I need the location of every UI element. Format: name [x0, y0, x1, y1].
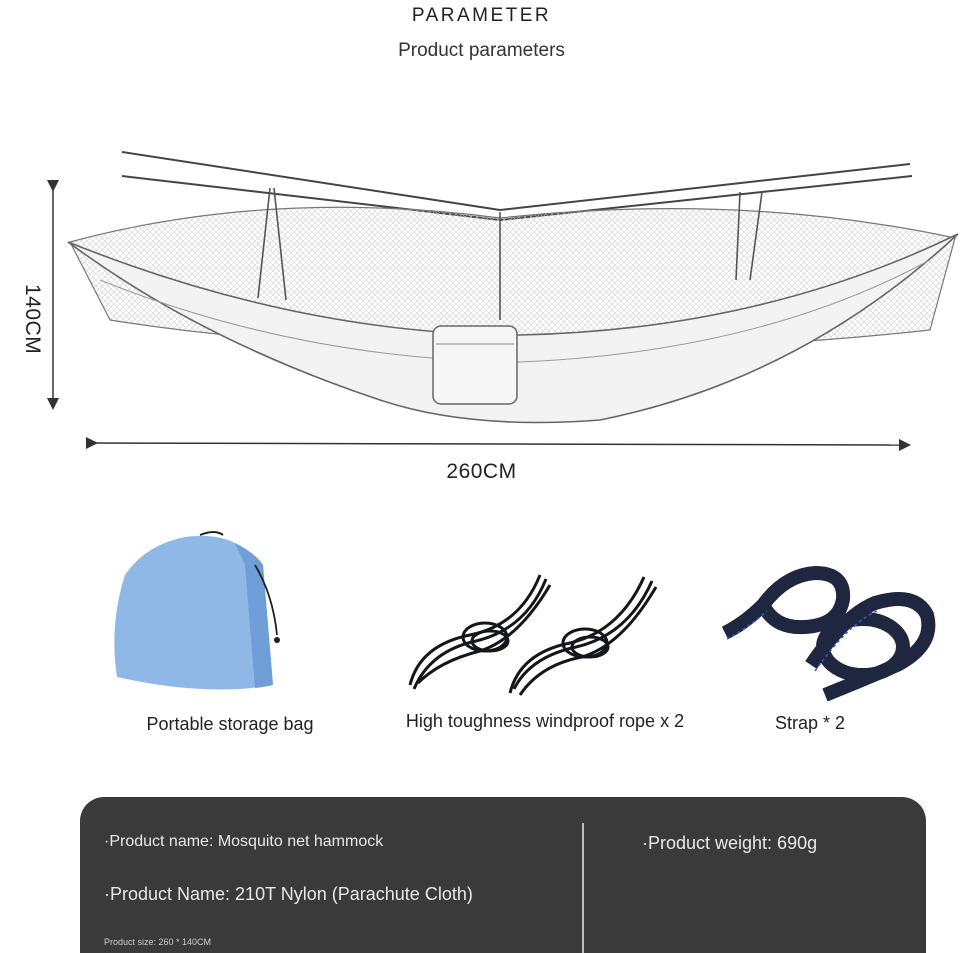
spec-weight: ·Product weight: 690g: [642, 833, 818, 853]
spec-divider: [582, 823, 584, 953]
hammock-pouch: [433, 326, 517, 404]
rope-label: High toughness windproof rope x 2: [405, 711, 685, 731]
strap-label: Strap * 2: [774, 713, 846, 733]
spec-panel: [80, 797, 926, 953]
width-dimension-arrow: [92, 443, 905, 445]
hammock-illustration: [0, 130, 963, 490]
ridge-line: [122, 152, 912, 220]
height-dimension-label: 140CM: [21, 284, 44, 355]
storage-bag-icon: [105, 525, 295, 700]
page-subtitle: Product parameters: [398, 40, 565, 61]
spec-material: ·Product Name: 210T Nylon (Parachute Cloth): [104, 884, 473, 904]
storage-bag-label: Portable storage bag: [146, 714, 314, 734]
rope-icon: [400, 565, 690, 700]
strap-icon: [715, 555, 940, 705]
width-dimension-label: 260CM: [446, 460, 517, 483]
spec-product-size: Product size: 260 * 140CM: [104, 937, 212, 947]
spec-product-name: ·Product name: Mosquito net hammock: [104, 833, 384, 850]
page-title: PARAMETER: [411, 5, 552, 26]
